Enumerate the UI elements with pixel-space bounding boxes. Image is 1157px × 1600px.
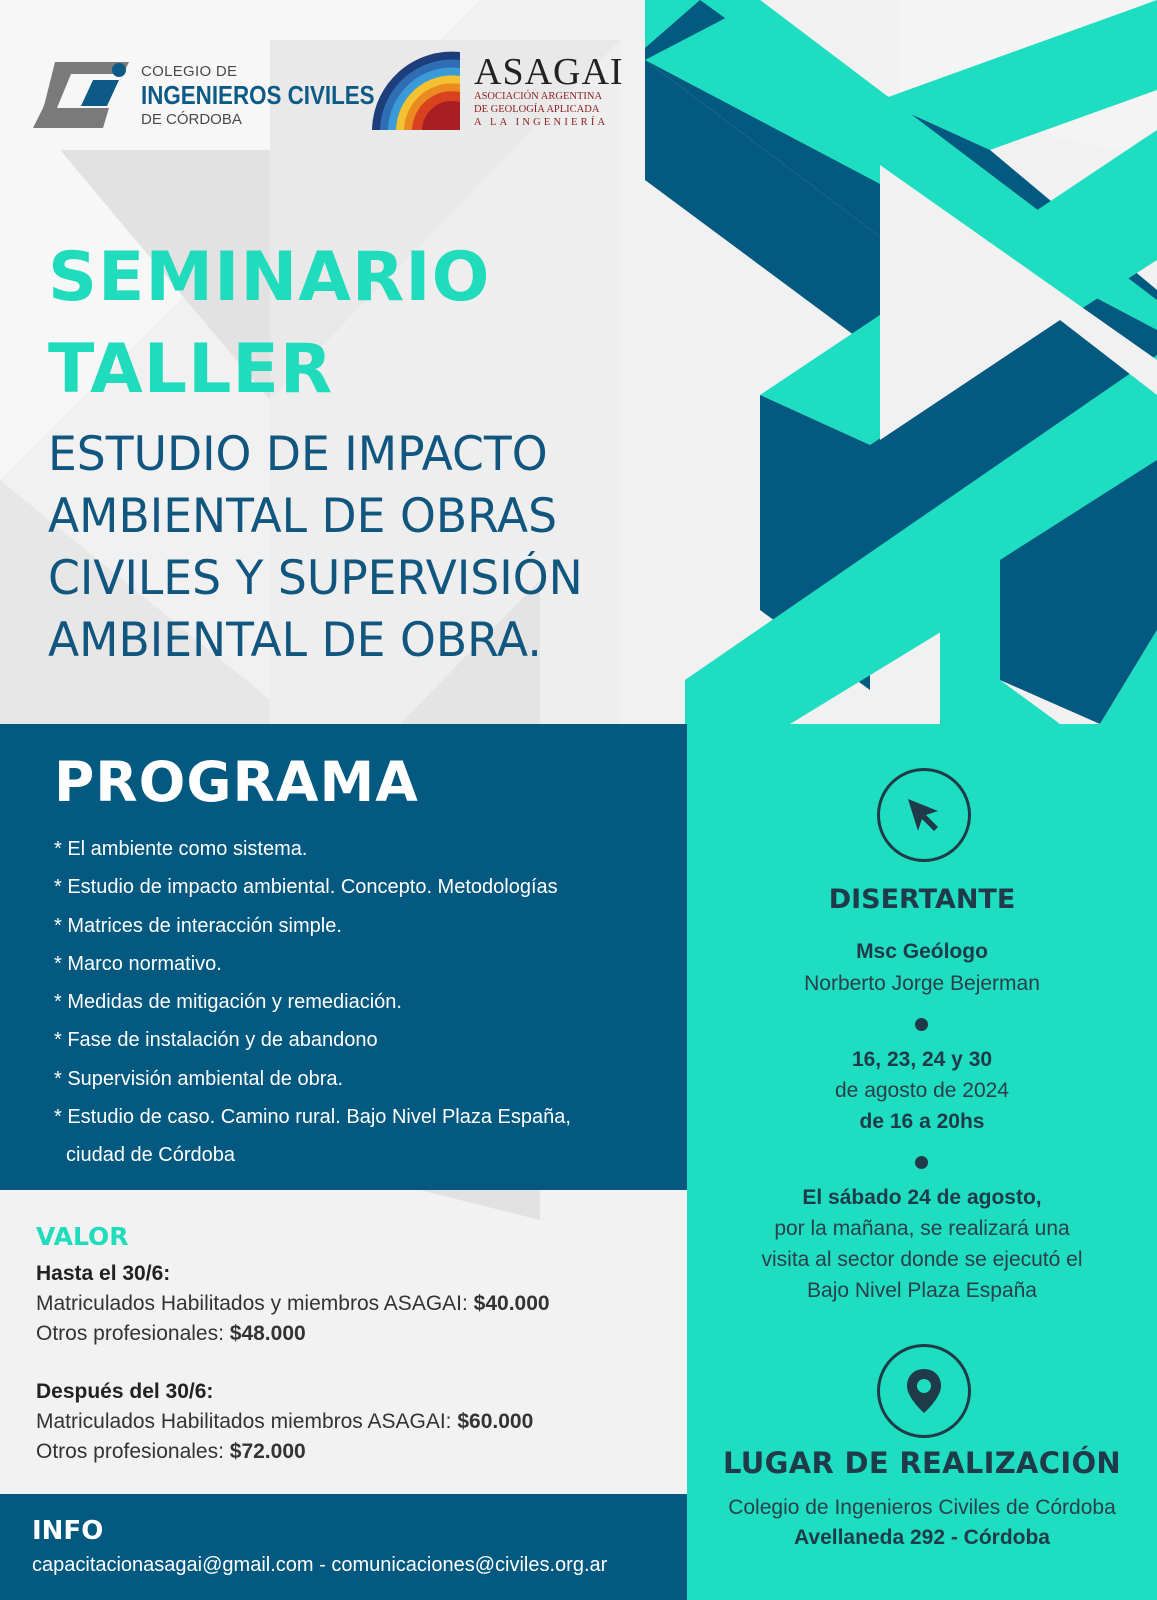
cic-logo xyxy=(33,58,375,132)
cic-emblem-icon xyxy=(33,62,129,128)
topic-line-4: AMBIENTAL DE OBRA. xyxy=(48,613,542,668)
lugar-heading: LUGAR DE REALIZACIÓN xyxy=(723,1446,1121,1480)
asagai-logo-name: ASAGAI xyxy=(474,51,624,93)
title-line-1: SEMINARIO xyxy=(48,238,491,317)
event-type-title xyxy=(48,232,490,416)
programa-item-cont-text: ciudad de Córdoba xyxy=(66,1144,236,1167)
programa-item: * Supervisión ambiental de obra. xyxy=(54,1067,344,1090)
topic-line-2: AMBIENTAL DE OBRAS xyxy=(48,489,558,544)
programa-item: * Fase de instalación y de abandono xyxy=(54,1029,378,1052)
programa-section xyxy=(0,724,687,1190)
visit-line: Bajo Nivel Plaza España xyxy=(807,1279,1037,1302)
programa-item: * Marco normativo. xyxy=(54,952,222,975)
early-price-label: Hasta el 30/6: xyxy=(36,1262,171,1285)
cursor-arrow-icon xyxy=(902,793,946,837)
price-amount: $60.000 xyxy=(457,1410,534,1433)
info-footer xyxy=(0,1494,687,1600)
programa-item: * El ambiente como sistema. xyxy=(54,838,308,860)
event-dates: 16, 23, 24 y 30 xyxy=(851,1048,993,1071)
programa-item-continuation xyxy=(54,1136,571,1174)
price-row xyxy=(36,1289,550,1319)
cic-logo-line2: INGENIEROS CIVILES xyxy=(141,80,375,110)
seminar-topic xyxy=(48,424,599,672)
price-row-label: Matriculados Habilitados miembros ASAGAI: xyxy=(36,1410,458,1433)
venue-name: Colegio de Ingenieros Civiles de Córdoba xyxy=(728,1496,1116,1519)
visit-line: visita al sector donde se ejecutó el xyxy=(761,1248,1083,1271)
cursor-icon xyxy=(877,768,971,862)
info-heading: INFO xyxy=(32,1516,104,1546)
separator-dot xyxy=(915,1156,928,1169)
speaker-name: Norberto Jorge Bejerman xyxy=(804,972,1040,995)
price-amount: $72.000 xyxy=(229,1440,306,1463)
asagai-logo-sub2: DE GEOLOGÍA APLICADA xyxy=(474,104,600,115)
speaker-role: Msc Geólogo xyxy=(856,940,988,963)
asagai-logo xyxy=(372,50,632,134)
venue-address: Avellaneda 292 - Córdoba xyxy=(794,1526,1050,1549)
programa-item: * Estudio de caso. Camino rural. Bajo Nivel Plaza España, xyxy=(54,1106,571,1129)
programa-item: * Medidas de mitigación y remediación. xyxy=(54,991,402,1014)
contact-emails[interactable]: capacitacionasagai@gmail.com - comunicaciones@civiles.org.ar xyxy=(32,1554,608,1576)
cic-logo-line1: COLEGIO DE xyxy=(141,63,238,80)
late-price-label: Después del 30/6: xyxy=(36,1380,214,1403)
topic-line-3: CIVILES Y SUPERVISIÓN xyxy=(48,551,583,606)
valor-heading: VALOR xyxy=(36,1222,129,1251)
programa-list xyxy=(54,830,571,1175)
price-row-label: Matriculados Habilitados y miembros ASAGAI: xyxy=(36,1292,474,1315)
location-pin-circle xyxy=(877,1344,971,1438)
programa-heading: PROGRAMA xyxy=(54,750,419,814)
programa-item: * Estudio de impacto ambiental. Concepto. Metodologías xyxy=(54,876,558,899)
event-month: de agosto de 2024 xyxy=(835,1079,1009,1102)
visit-line: por la mañana, se realizará una xyxy=(774,1217,1070,1240)
price-amount: $40.000 xyxy=(473,1292,550,1315)
price-row-label: Otros profesionales: xyxy=(36,1322,230,1345)
location-pin-icon xyxy=(904,1367,944,1415)
price-amount: $48.000 xyxy=(229,1322,306,1345)
cic-logo-line3: DE CÓRDOBA xyxy=(141,111,242,128)
visit-date: El sábado 24 de agosto, xyxy=(802,1186,1042,1209)
details-panel xyxy=(687,724,1157,1600)
price-row xyxy=(36,1319,550,1349)
asagai-emblem-icon xyxy=(372,50,468,134)
price-row-label: Otros profesionales: xyxy=(36,1440,230,1463)
topic-line-1: ESTUDIO DE IMPACTO xyxy=(48,427,548,482)
price-row xyxy=(36,1437,550,1467)
event-hours: de 16 a 20hs xyxy=(859,1110,985,1133)
valor-section xyxy=(36,1222,550,1467)
programa-item: * Matrices de interacción simple. xyxy=(54,914,342,937)
separator-dot xyxy=(915,1018,928,1031)
title-line-2: TALLER xyxy=(48,330,334,409)
asagai-logo-sub1: ASOCIACIÓN ARGENTINA xyxy=(474,91,603,102)
price-row xyxy=(36,1407,550,1437)
asagai-logo-sub3: A LA INGENIERÍA xyxy=(474,117,609,128)
disertante-heading: DISERTANTE xyxy=(828,884,1016,915)
